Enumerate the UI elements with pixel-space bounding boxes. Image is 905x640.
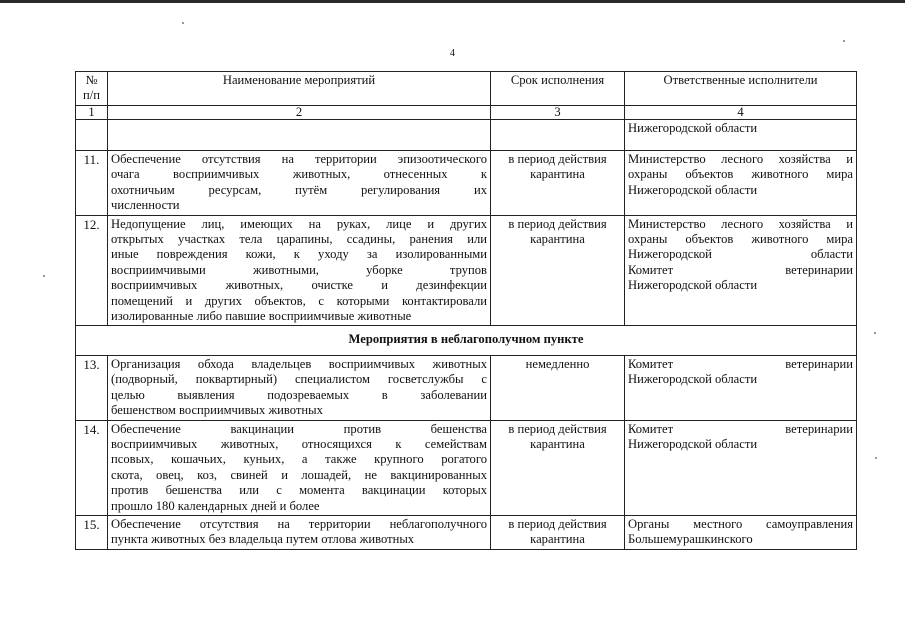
- measure-term: в период действия карантина: [491, 215, 625, 326]
- measure-term: в период действия карантина: [491, 151, 625, 216]
- measure-name: [108, 151, 491, 216]
- text-line: Нижегородской области: [628, 247, 853, 262]
- text-line: охраны объектов животного мира: [628, 232, 853, 247]
- text-line: Организация обхода владельцев восприимчивых животных: [111, 356, 487, 371]
- table-row: [76, 215, 857, 326]
- text-line: Комитет ветеринарии: [628, 356, 853, 371]
- scan-top-edge: [0, 0, 905, 3]
- header-row: [76, 72, 857, 106]
- scan-speck: [875, 457, 877, 459]
- header-name: Наименование мероприятий: [108, 72, 491, 106]
- measure-name: [108, 515, 491, 549]
- text-line: Органы местного самоуправления: [628, 516, 853, 531]
- index-cell: 4: [625, 106, 857, 120]
- measures-table: [75, 71, 857, 550]
- empty-cell: [108, 120, 491, 151]
- text-line: иные повреждения кожи, к уходу за изолированными: [111, 247, 487, 262]
- measure-responsible: [625, 515, 857, 549]
- empty-cell: [76, 120, 108, 151]
- table-row: [76, 420, 857, 515]
- row-number: 13.: [76, 355, 108, 420]
- page-number: 4: [450, 48, 455, 59]
- measure-responsible: [625, 355, 857, 420]
- text-line: Комитет ветеринарии: [628, 421, 853, 436]
- text-line: изолированные либо павшие восприимчивые животные: [111, 309, 412, 324]
- text-line: прошло 180 календарных дней и более: [111, 498, 320, 513]
- measure-term: в период действия карантина: [491, 515, 625, 549]
- text-line: целью выявления подозреваемых в заболевании: [111, 387, 487, 402]
- text-line: восприимчивыми животными, уборке трупов: [111, 262, 487, 277]
- row-number: 14.: [76, 420, 108, 515]
- header-resp: Ответственные исполнители: [625, 72, 857, 106]
- text-line: численности: [111, 198, 180, 213]
- text-line: Большемурашкинского: [628, 532, 753, 547]
- text-line: Нижегородской области: [628, 372, 758, 387]
- text-line: помещений и других объектов, с которыми контактировали: [111, 293, 487, 308]
- measure-responsible: [625, 420, 857, 515]
- text-line: Нижегородской области: [628, 436, 758, 451]
- text-line: охотничьим ресурсам, путём регулирования их: [111, 182, 487, 197]
- measure-term: немедленно: [491, 355, 625, 420]
- text-line: Обеспечение отсутствия на территории неблагополучного: [111, 516, 487, 531]
- section-row: [76, 326, 857, 355]
- row-number: 15.: [76, 515, 108, 549]
- text-line: Министерство лесного хозяйства и: [628, 152, 853, 166]
- index-cell: 2: [108, 106, 491, 120]
- text-line: очага восприимчивых животных, отнесенных к: [111, 167, 487, 182]
- row-number: 11.: [76, 151, 108, 216]
- text-line: бешенством восприимчивых животных: [111, 403, 323, 418]
- scan-speck: [182, 22, 184, 24]
- text-line: открытых участках тела царапины, ссадины, ранения или: [111, 232, 487, 247]
- text-line: против бешенства или с момента вакцинации которых: [111, 483, 487, 498]
- text-line: пункта животных без владельца путем отлова животных: [111, 532, 415, 547]
- measure-name: [108, 420, 491, 515]
- table-row: [76, 355, 857, 420]
- index-cell: 1: [76, 106, 108, 120]
- text-line: Комитет ветеринарии: [628, 262, 853, 277]
- section-title: Мероприятия в неблагополучном пункте: [76, 326, 857, 355]
- text-line: Министерство лесного хозяйства и: [628, 216, 853, 231]
- table-row: [76, 151, 857, 216]
- empty-cell: [491, 120, 625, 151]
- text-line: Обеспечение отсутствия на территории эпизоотического: [111, 152, 487, 166]
- text-line: (подворный, поквартирный) специалистом госветслужбы с: [111, 372, 487, 387]
- text-line: Нижегородской области: [628, 182, 758, 197]
- text-line: псовых, кошачьих, куньих, а также крупного рогатого: [111, 452, 487, 467]
- measure-responsible: [625, 215, 857, 326]
- text-line: скота, овец, коз, свиней и лошадей, не вакцинированных: [111, 467, 487, 482]
- measure-name: [108, 215, 491, 326]
- text-line: охраны объектов животного мира: [628, 167, 853, 182]
- text-line: Нижегородской области: [628, 278, 758, 293]
- text-line: Обеспечение вакцинации против бешенства: [111, 421, 487, 436]
- scan-speck: [874, 332, 876, 334]
- row-number: 12.: [76, 215, 108, 326]
- index-cell: 3: [491, 106, 625, 120]
- text-line: восприимчивых животных, относящихся к семействам: [111, 436, 487, 451]
- scan-speck: [843, 40, 845, 42]
- table-row: [76, 515, 857, 549]
- scan-speck: [43, 275, 45, 277]
- continuation-resp: Нижегородской области: [625, 120, 857, 151]
- measure-responsible: [625, 151, 857, 216]
- measure-term: в период действия карантина: [491, 420, 625, 515]
- text-line: восприимчивых животных, очистке и дезинфекции: [111, 278, 487, 293]
- index-row: [76, 106, 857, 120]
- measure-name: [108, 355, 491, 420]
- header-num: № п/п: [76, 72, 108, 106]
- continuation-row: [76, 120, 857, 151]
- text-line: Недопущение лиц, имеющих на руках, лице и других: [111, 216, 487, 231]
- header-term: Срок исполнения: [491, 72, 625, 106]
